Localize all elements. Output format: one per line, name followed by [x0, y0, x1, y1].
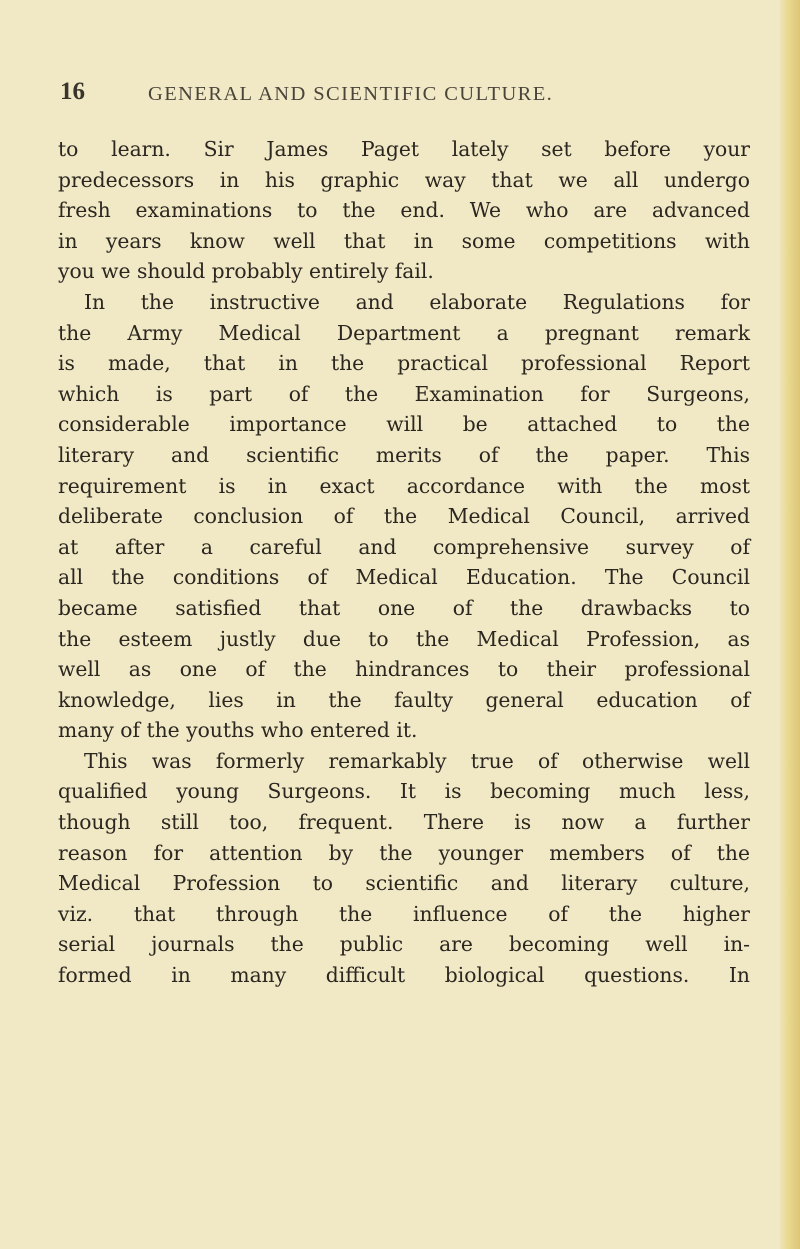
text-line: in years know well that in some competitions with	[58, 228, 750, 253]
text-line: to learn. Sir James Paget lately set before your	[58, 137, 750, 161]
running-title: GENERAL AND SCIENTIFIC CULTURE.	[148, 83, 554, 105]
text-line: reason for attention by the younger members of the	[58, 840, 750, 865]
page-number: 16	[60, 78, 85, 105]
text-line: requirement is in exact accordance with the most	[58, 473, 750, 498]
text-line: the Army Medical Department a pregnant remark	[58, 320, 750, 345]
text-line: at after a careful and comprehensive survey of	[58, 534, 750, 559]
text-line: fresh examinations to the end. We who are advanced	[58, 198, 750, 223]
text-line: is made, that in the practical professional Report	[58, 351, 750, 376]
text-line: though still too, frequent. There is now a further	[58, 810, 750, 835]
text-line: viz. that through the influence of the higher	[58, 901, 750, 926]
page-edge-shadow	[780, 0, 800, 1249]
page-header	[60, 78, 760, 112]
text-line: which is part of the Examination for Surgeons,	[58, 381, 750, 406]
text-line: Medical Profession to scientific and literary culture,	[58, 871, 750, 896]
text-line: the esteem justly due to the Medical Profession, as	[58, 626, 750, 651]
text-line: serial journals the public are becoming well in-	[58, 932, 750, 957]
text-line: deliberate conclusion of the Medical Council, arrived	[58, 504, 750, 529]
text-line: This was formerly remarkably true of otherwise well	[84, 748, 750, 773]
body-text	[58, 134, 750, 991]
text-line: literary and scientific merits of the paper. This	[58, 442, 750, 467]
text-line: well as one of the hindrances to their professional	[58, 657, 750, 682]
text-line: became satisfied that one of the drawbacks to	[58, 595, 750, 620]
text-line: considerable importance will be attached to the	[58, 412, 750, 437]
text-line: you we should probably entirely fail.	[58, 259, 434, 284]
text-line: many of the youths who entered it.	[58, 718, 418, 743]
text-line: knowledge, lies in the faulty general education of	[58, 687, 750, 712]
text-line: all the conditions of Medical Education. The Council	[58, 565, 750, 590]
text-line: qualified young Surgeons. It is becoming much less,	[58, 779, 750, 804]
text-line: formed in many difficult biological questions. In	[58, 963, 750, 988]
text-line: In the instructive and elaborate Regulations for	[84, 289, 750, 314]
text-line: predecessors in his graphic way that we all undergo	[58, 167, 750, 192]
